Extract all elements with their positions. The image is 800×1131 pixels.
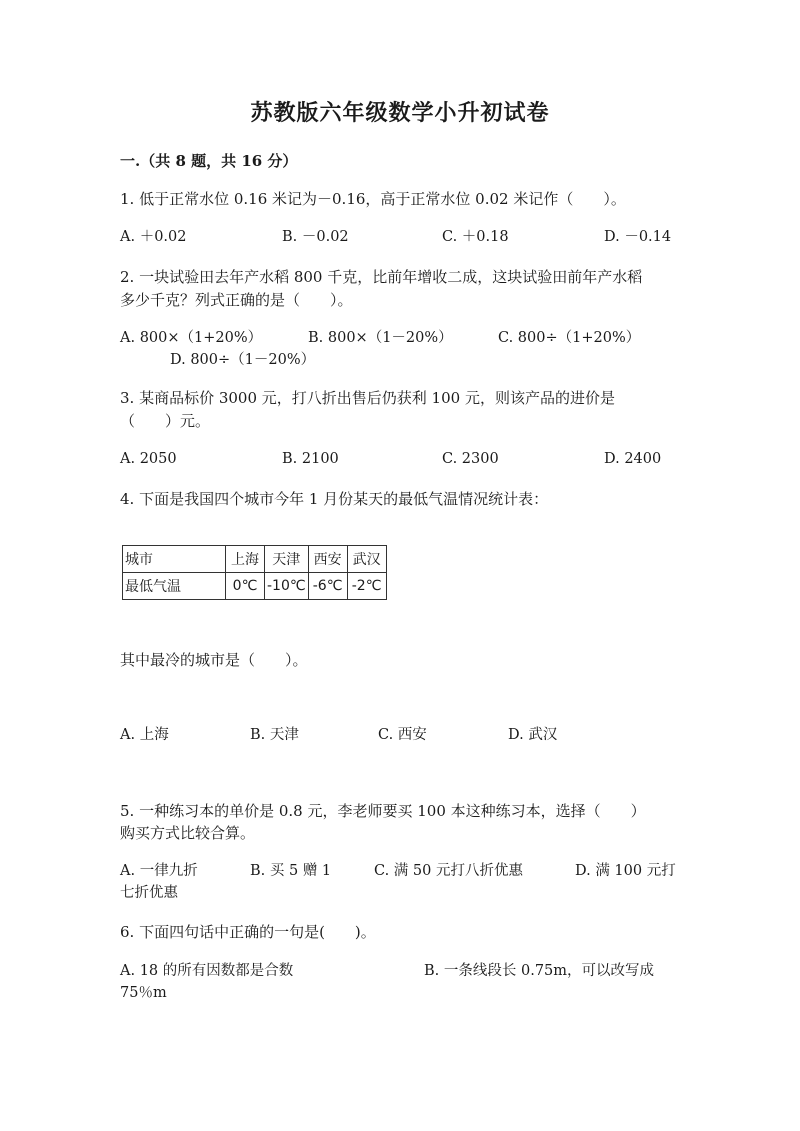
question-3-text-line-1: 3. 某商品标价 3000 元，打八折出售后仍获利 100 元，则该产品的进价是 (120, 389, 615, 407)
question-5-option-b: B. 买 5 赠 1 (250, 863, 332, 879)
page-title: 苏教版六年级数学小升初试卷 (250, 100, 550, 126)
question-5-option-d: D. 满 100 元打 (575, 863, 676, 879)
question-1-option-c: C. ＋0.18 (442, 229, 509, 245)
table-cell: -6℃ (308, 573, 347, 600)
table-row (123, 573, 387, 600)
question-5-option-c: C. 满 50 元打八折优惠 (374, 863, 523, 879)
table-header-cell: 城市 (123, 546, 226, 573)
table-header-cell: 西安 (308, 546, 347, 573)
question-6-option-a: A. 18 的所有因数都是合数 (120, 963, 294, 979)
question-2-option-b: B. 800×（1－20%） (308, 330, 453, 346)
table-row (123, 546, 387, 573)
question-2-option-c: C. 800÷（1+20%） (498, 330, 641, 346)
temperature-table (122, 545, 387, 600)
question-3-option-d: D. 2400 (604, 451, 662, 467)
question-1-option-b: B. －0.02 (282, 229, 349, 245)
question-4-option-a: A. 上海 (120, 727, 169, 743)
table-header-cell: 武汉 (347, 546, 386, 573)
table-cell: 0℃ (226, 573, 265, 600)
question-6-text: 6. 下面四句话中正确的一句是( )。 (120, 923, 376, 941)
question-2-option-d: D. 800÷（1－20%） (170, 352, 316, 368)
question-6-option-b: B. 一条线段长 0.75m，可以改写成 (424, 963, 655, 979)
question-2-text-line-2: 多少千克？列式正确的是（ ）。 (120, 291, 353, 309)
question-4-option-d: D. 武汉 (508, 727, 558, 743)
question-5-option-d-continued: 七折优惠 (120, 885, 178, 901)
section-heading: 一.（共 8 题，共 16 分） (120, 152, 298, 170)
question-5-text-line-1: 5. 一种练习本的单价是 0.8 元，李老师要买 100 本这种练习本，选择（ ） (120, 802, 646, 820)
question-2-option-a: A. 800×（1+20%） (120, 330, 263, 346)
question-5-option-a: A. 一律九折 (120, 863, 198, 879)
question-3-option-c: C. 2300 (442, 451, 499, 467)
table-header-cell: 天津 (265, 546, 309, 573)
question-1-option-d: D. －0.14 (604, 229, 672, 245)
question-5-text-line-2: 购买方式比较合算。 (120, 824, 256, 842)
table-header-cell: 上海 (226, 546, 265, 573)
question-3-text-line-2: （ ）元。 (120, 412, 211, 430)
question-1-option-a: A. ＋0.02 (120, 229, 187, 245)
question-3-option-b: B. 2100 (282, 451, 339, 467)
question-2-text-line-1: 2. 一块试验田去年产水稻 800 千克，比前年增收二成，这块试验田前年产水稻 (120, 268, 643, 286)
question-1-text: 1. 低于正常水位 0.16 米记为－0.16，高于正常水位 0.02 米记作（ ）。 (120, 190, 626, 208)
question-6-option-b-continued: 75％m (120, 985, 167, 1001)
question-4-option-b: B. 天津 (250, 727, 299, 743)
table-cell: -10℃ (265, 573, 309, 600)
question-4-option-c: C. 西安 (378, 727, 427, 743)
question-3-option-a: A. 2050 (120, 451, 177, 467)
table-cell: -2℃ (347, 573, 386, 600)
table-cell: 最低气温 (123, 573, 226, 600)
question-4-follow-text: 其中最冷的城市是（ ）。 (120, 651, 308, 669)
question-4-text: 4. 下面是我国四个城市今年 1 月份某天的最低气温情况统计表： (120, 490, 549, 508)
